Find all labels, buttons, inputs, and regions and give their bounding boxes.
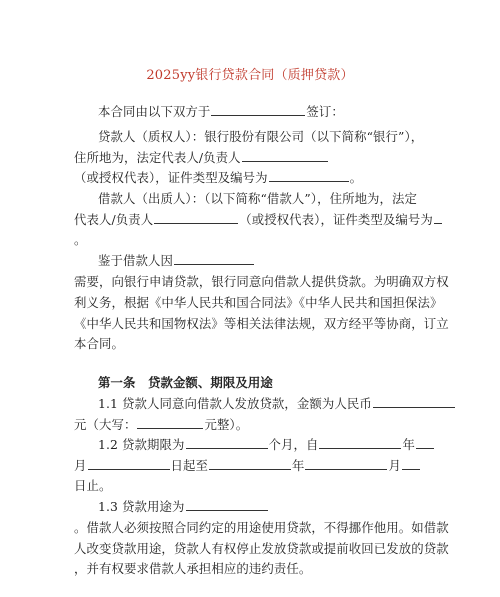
document-title: 2025yy银行贷款合同（质押贷款） (146, 68, 354, 83)
clause-1-2-line-3: 日止。 (74, 478, 112, 493)
start-year-blank (319, 437, 401, 449)
whereas-line-1: 鉴于借款人因 (98, 253, 255, 269)
clause-1-2-line-2: 月 日起至 年 月 (74, 458, 421, 474)
clause-1-3-line-4: ，并有权要求借款人承担相应的违约责任。 (74, 561, 312, 576)
paragraph-intro: 本合同由以下双方于 签订： (98, 104, 344, 119)
loan-months-blank (186, 437, 268, 449)
article-1-heading: 第一条 贷款金额、期限及用途 (98, 375, 273, 390)
lender-line-2: 住所地为，法定代表人/负责人 (74, 150, 329, 166)
loan-purpose-blank (186, 499, 268, 511)
start-day-blank (88, 458, 170, 470)
clause-1-3-line-1: 1.3 贷款用途为 (98, 499, 269, 515)
loan-amount-blank (373, 396, 455, 408)
signing-date-blank (211, 104, 305, 116)
loan-reason-blank (174, 253, 254, 265)
borrower-line-1: 借款人（出质人）：（以下简称“借款人”），住所地为，法定 (98, 191, 418, 206)
end-year-blank (209, 458, 291, 470)
clause-1-1-line-1: 1.1 贷款人同意向借款人发放贷款，金额为人民币 (98, 396, 456, 412)
whereas-line-3: 利义务，根据《中华人民共和国合同法》《中华人民共和国担保法》 (74, 295, 443, 310)
end-month-blank (305, 458, 387, 470)
whereas-line-4: 《中华人民共和国物权法》等相关法律法规，双方经平等协商，订立 (74, 316, 449, 331)
borrower-line-3: 。 (74, 232, 87, 247)
borrower-line-2: 代表人/负责人 （或授权代表），证件类型及编号为 (74, 212, 443, 228)
lender-line-3: （或授权代表），证件类型及编号为 。 (74, 170, 363, 185)
lender-line-1: 贷款人（质权人）：银行股份有限公司（以下简称“银行”）， (98, 129, 424, 144)
end-day-blank (402, 458, 420, 470)
whereas-line-5: 本合同。 (74, 336, 124, 351)
lender-id-blank (269, 170, 349, 182)
borrower-rep-blank (154, 212, 238, 224)
clause-1-1-line-2: 元（大写： 元整）。 (74, 417, 249, 432)
loan-amount-words-blank (137, 417, 203, 429)
borrower-id-blank (434, 212, 442, 224)
lender-rep-blank (242, 150, 328, 162)
clause-1-2-line-1: 1.2 贷款期限为 个月，自 年 (98, 437, 435, 453)
clause-1-3-line-2: 。借款人必须按照合同约定的用途使用贷款，不得挪作他用。如借款 (74, 520, 449, 535)
whereas-line-2: 需要，向银行申请贷款，银行同意向借款人提供贷款。为明确双方权 (74, 274, 449, 289)
clause-1-3-line-3: 人改变贷款用途，贷款人有权停止发放贷款或提前收回已发放的贷款 (74, 541, 449, 556)
start-month-blank (416, 437, 434, 449)
